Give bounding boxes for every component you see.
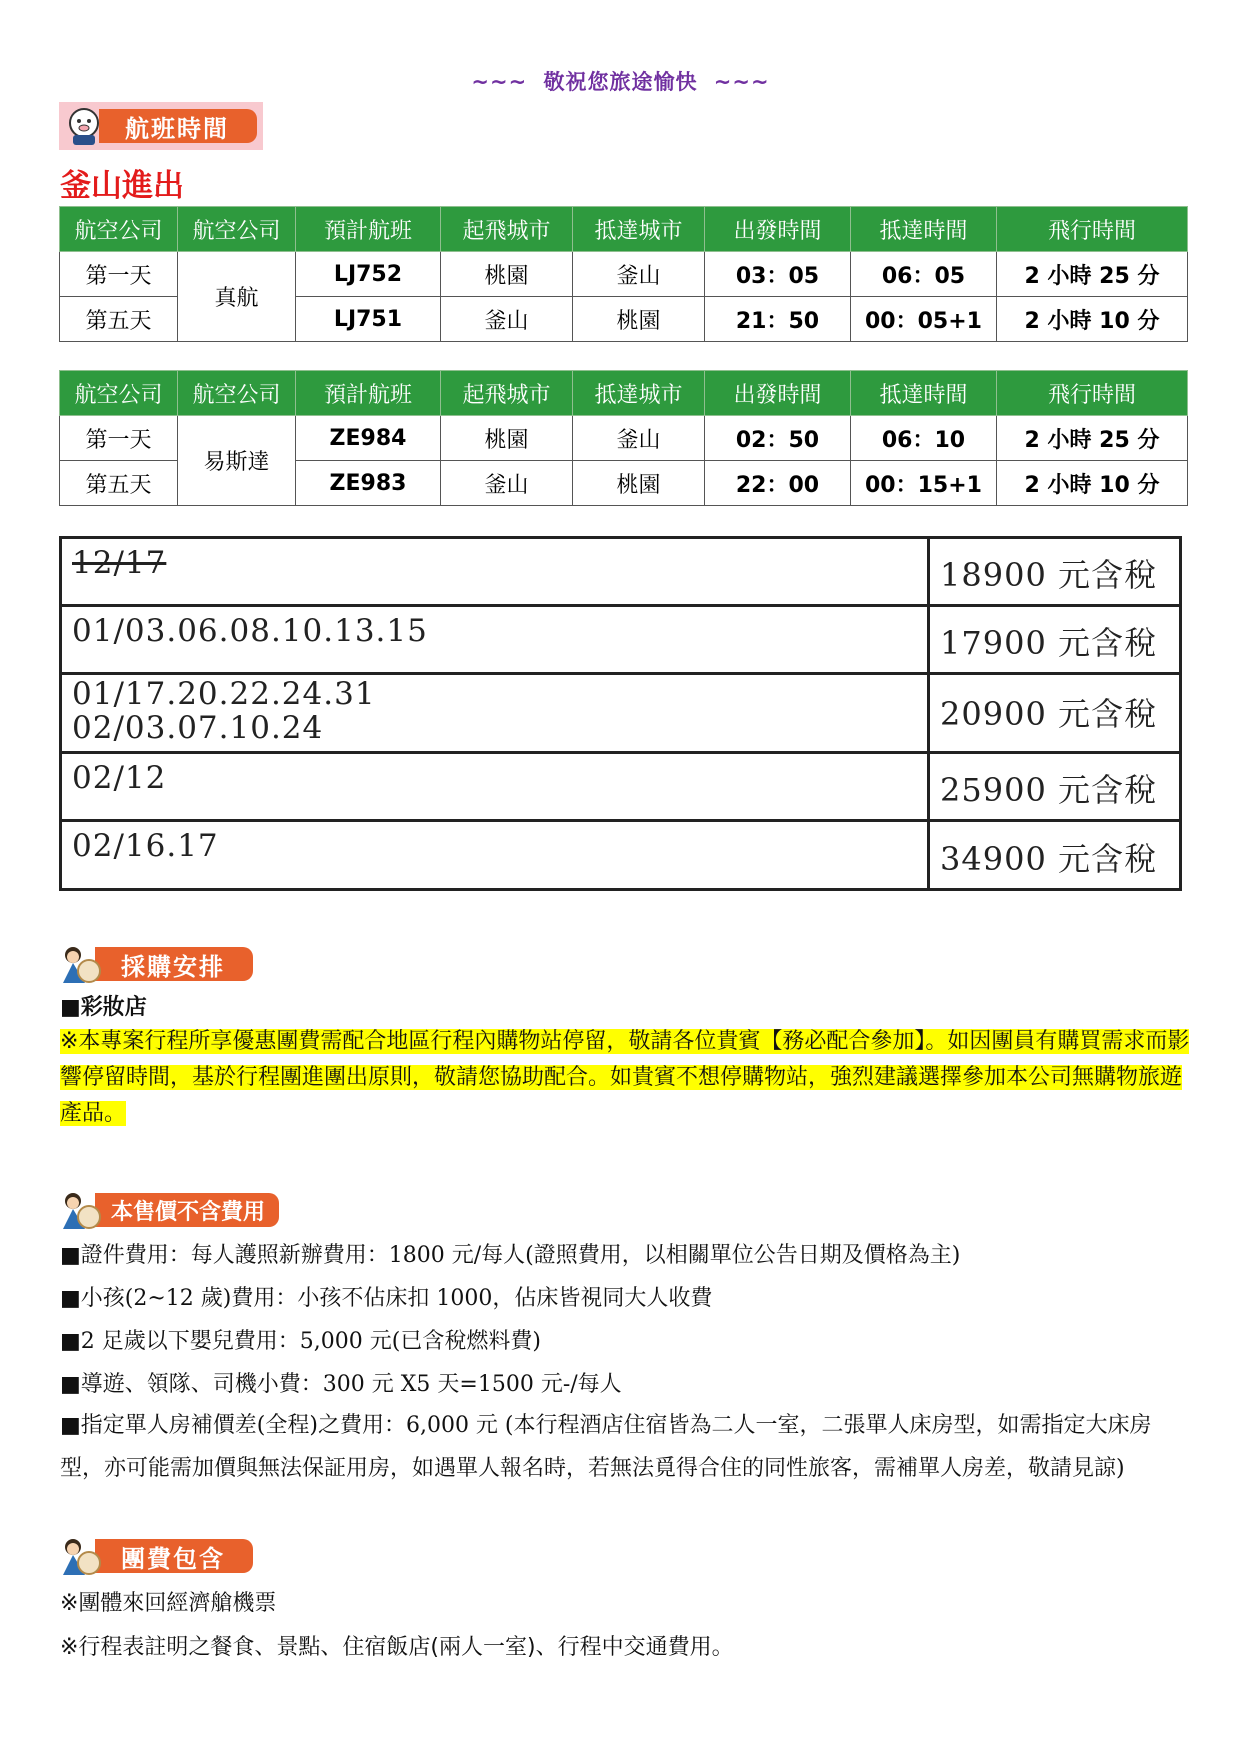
header-cell: 抵達城市 (573, 371, 705, 416)
excluded-section-badge (59, 1188, 279, 1232)
header-cell: 抵達城市 (573, 207, 705, 252)
mascot-icon (63, 105, 105, 147)
header-cell: 抵達時間 (851, 371, 997, 416)
price-cell: 17900 元含稅 (929, 606, 1181, 674)
header-cell: 抵達時間 (851, 207, 997, 252)
excluded-item: ■導遊、領隊、司機小費：300 元 X5 天=1500 元-/每人 (60, 1372, 622, 1397)
price-cell: 18900 元含稅 (929, 538, 1181, 606)
duration-cell: 2 小時 25 分 (997, 416, 1188, 461)
included-item: ※團體來回經濟艙機票 (60, 1591, 277, 1616)
excluded-item: ■指定單人房補價差(全程)之費用：6,000 元 (本行程酒店住宿皆為二人一室，二張單人床房型，如需指定大床房型，亦可能需加價與無法保証用房，如遇單人報名時，若無法覓得合住的同性旅客，需補單人房差，敬請見諒) (60, 1413, 1152, 1481)
header-cell: 起飛城市 (441, 207, 573, 252)
airline-cell: 易斯達 (178, 416, 296, 506)
table-row (61, 821, 1181, 890)
date-cell: 02/16.17 (61, 821, 929, 890)
header-cell: 起飛城市 (441, 371, 573, 416)
arrive-time-cell: 00：15+1 (851, 461, 997, 506)
character-icon (59, 1189, 101, 1231)
day-cell: 第一天 (60, 252, 178, 297)
table-header-row (60, 371, 1188, 416)
day-cell: 第五天 (60, 461, 178, 506)
character-icon (59, 943, 101, 985)
to-city-cell: 釜山 (573, 416, 705, 461)
to-city-cell: 桃園 (573, 297, 705, 342)
from-city-cell: 釜山 (441, 461, 573, 506)
flight-number-cell: LJ751 (296, 297, 441, 342)
depart-time-cell: 02：50 (705, 416, 851, 461)
price-cell: 25900 元含稅 (929, 753, 1181, 821)
arrive-time-cell: 06：05 (851, 252, 997, 297)
store-label: ■彩妝店 (60, 995, 147, 1020)
table-row (60, 416, 1188, 461)
price-table (59, 536, 1182, 891)
header-cell: 飛行時間 (997, 371, 1188, 416)
depart-time-cell: 03：05 (705, 252, 851, 297)
from-city-cell: 桃園 (441, 252, 573, 297)
table-row (61, 606, 1181, 674)
to-city-cell: 桃園 (573, 461, 705, 506)
day-cell: 第五天 (60, 297, 178, 342)
excluded-item: ■小孩(2~12 歲)費用：小孩不佔床扣 1000，佔床皆視同大人收費 (60, 1286, 713, 1311)
from-city-cell: 桃園 (441, 416, 573, 461)
included-section-label: 團費包含 (95, 1539, 253, 1573)
shopping-notice (60, 1024, 1190, 1132)
excluded-item: ■2 足歲以下嬰兒費用：5,000 元(已含稅燃料費) (60, 1329, 541, 1354)
header-cell: 航空公司 (60, 207, 178, 252)
table-header-row (60, 207, 1188, 252)
flight-table-2 (59, 370, 1188, 506)
arrive-time-cell: 00：05+1 (851, 297, 997, 342)
struck-date: 12/17 (72, 545, 167, 581)
shopping-section-badge (59, 942, 253, 986)
flight-number-cell: ZE984 (296, 416, 441, 461)
flights-section-badge (59, 102, 263, 150)
flight-number-cell: LJ752 (296, 252, 441, 297)
header-cell: 飛行時間 (997, 207, 1188, 252)
included-item: ※行程表註明之餐食、景點、住宿飯店(兩人一室)、行程中交通費用。 (60, 1635, 734, 1660)
route-title: 釜山進出 (60, 168, 184, 204)
greeting: ~~~ 敬祝您旅途愉快 ~~~ (471, 70, 770, 94)
duration-cell: 2 小時 25 分 (997, 252, 1188, 297)
date-cell (61, 538, 929, 606)
header-cell: 預計航班 (296, 371, 441, 416)
shopping-section-label: 採購安排 (95, 947, 253, 981)
airline-cell: 真航 (178, 252, 296, 342)
arrive-time-cell: 06：10 (851, 416, 997, 461)
duration-cell: 2 小時 10 分 (997, 297, 1188, 342)
date-cell: 01/03.06.08.10.13.15 (61, 606, 929, 674)
included-section-badge (59, 1534, 253, 1578)
header-cell: 航空公司 (178, 371, 296, 416)
table-row (61, 674, 1181, 753)
duration-cell: 2 小時 10 分 (997, 461, 1188, 506)
date-line: 01/17.20.22.24.31 (72, 676, 376, 712)
header-cell: 預計航班 (296, 207, 441, 252)
header-cell: 航空公司 (178, 207, 296, 252)
highlighted-notice: ※本專案行程所享優惠團費需配合地區行程內購物站停留，敬請各位貴賓【務必配合參加】。如因團員有購買需求而影響停留時間，基於行程團進團出原則，敬請您協助配合。如貴賓不想停購物站，強烈建議選擇參加本公司無購物旅遊產品。 (60, 1029, 1190, 1126)
header-cell: 出發時間 (705, 207, 851, 252)
header-cell: 出發時間 (705, 371, 851, 416)
header-cell: 航空公司 (60, 371, 178, 416)
excluded-item: ■證件費用：每人護照新辦費用：1800 元/每人(證照費用，以相關單位公告日期及價格為主) (60, 1243, 961, 1268)
table-row (61, 538, 1181, 606)
depart-time-cell: 21：50 (705, 297, 851, 342)
depart-time-cell: 22：00 (705, 461, 851, 506)
flights-section-label: 航班時間 (99, 109, 257, 143)
date-cell: 02/12 (61, 753, 929, 821)
flight-table-1 (59, 206, 1188, 342)
date-cell (61, 674, 929, 753)
table-row (60, 252, 1188, 297)
from-city-cell: 釜山 (441, 297, 573, 342)
character-icon (59, 1535, 101, 1577)
price-cell: 20900 元含稅 (929, 674, 1181, 753)
date-line: 02/03.07.10.24 (72, 710, 324, 746)
flight-number-cell: ZE983 (296, 461, 441, 506)
day-cell: 第一天 (60, 416, 178, 461)
to-city-cell: 釜山 (573, 252, 705, 297)
excluded-section-label: 本售價不含費用 (95, 1193, 279, 1227)
price-cell: 34900 元含稅 (929, 821, 1181, 890)
table-row (61, 753, 1181, 821)
